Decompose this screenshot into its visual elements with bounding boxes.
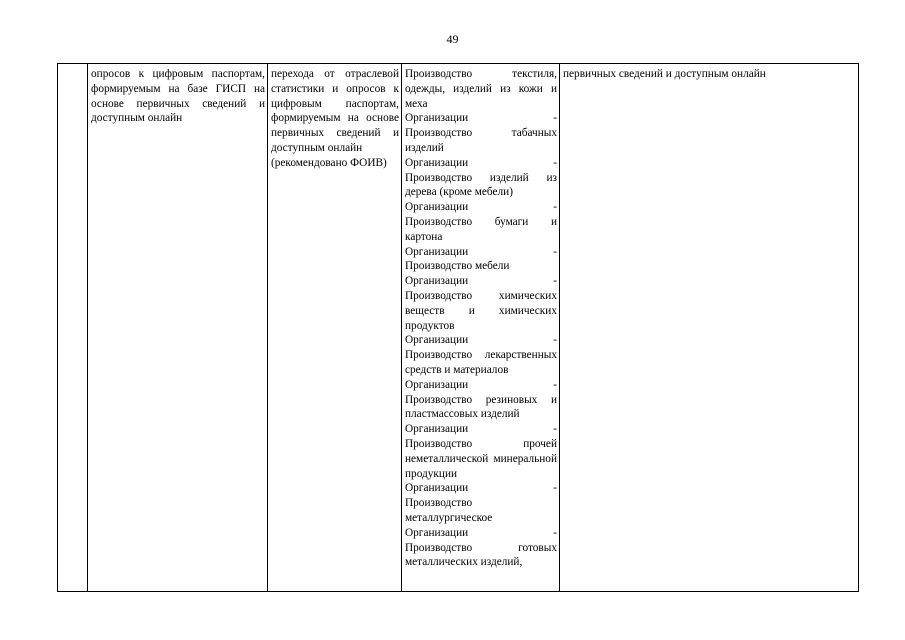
industry-org-label: Организации -	[405, 482, 557, 495]
industry-item: Производство лекарственных средств и материалов	[405, 349, 557, 376]
table-cell-description	[88, 64, 268, 592]
table-row	[58, 64, 859, 592]
page-number: 49	[446, 32, 459, 46]
industry-org-label: Организации -	[405, 526, 557, 539]
industry-first: Производство текстиля, одежды, изделий из кожи и меха	[405, 68, 557, 110]
industry-item: Производство табачных изделий	[405, 127, 557, 154]
industry-org-label: Организации -	[405, 156, 557, 169]
mechanism-note: (рекомендовано ФОИВ)	[271, 156, 387, 169]
result-text: первичных сведений и доступным онлайн	[563, 68, 766, 80]
industry-list	[405, 111, 557, 570]
industry-item: Производство резиновых и пластмассовых изделий	[405, 393, 557, 421]
industry-item: Производство химических веществ и химических продуктов	[405, 289, 557, 332]
table-cell-mechanism	[268, 64, 402, 592]
mechanism-text: перехода от отраслевой статистики и опросов к цифровым паспортам, формируемым на основе первичных сведений и доступным онлайн	[271, 68, 399, 154]
description-text: опросов к цифровым паспортам, формируемым на базе ГИСП на основе первичных сведений и доступным онлайн	[91, 68, 265, 125]
industry-org-label: Организации -	[405, 275, 557, 288]
table-cell-number	[58, 64, 88, 592]
table-cell-result	[560, 64, 859, 592]
industry-item: Производство бумаги и картона	[405, 215, 557, 243]
industry-item: Производство прочей неметаллической минеральной продукции	[405, 437, 557, 480]
industry-org-label: Организации -	[405, 245, 557, 258]
industry-org-label: Организации -	[405, 112, 557, 125]
industry-org-label: Организации -	[405, 378, 557, 391]
industry-org-label: Организации -	[405, 423, 557, 436]
document-table	[57, 63, 859, 592]
industry-item: Производство изделий из дерева (кроме мебели)	[405, 171, 557, 199]
industry-item: Производство металлургическое	[405, 497, 493, 524]
industry-item: Производство готовых металлических изделий,	[405, 541, 557, 569]
industry-org-label: Организации -	[405, 334, 557, 347]
table-cell-industries	[402, 64, 560, 592]
industry-item: Производство мебели	[405, 260, 510, 273]
industry-org-label: Организации -	[405, 201, 557, 214]
